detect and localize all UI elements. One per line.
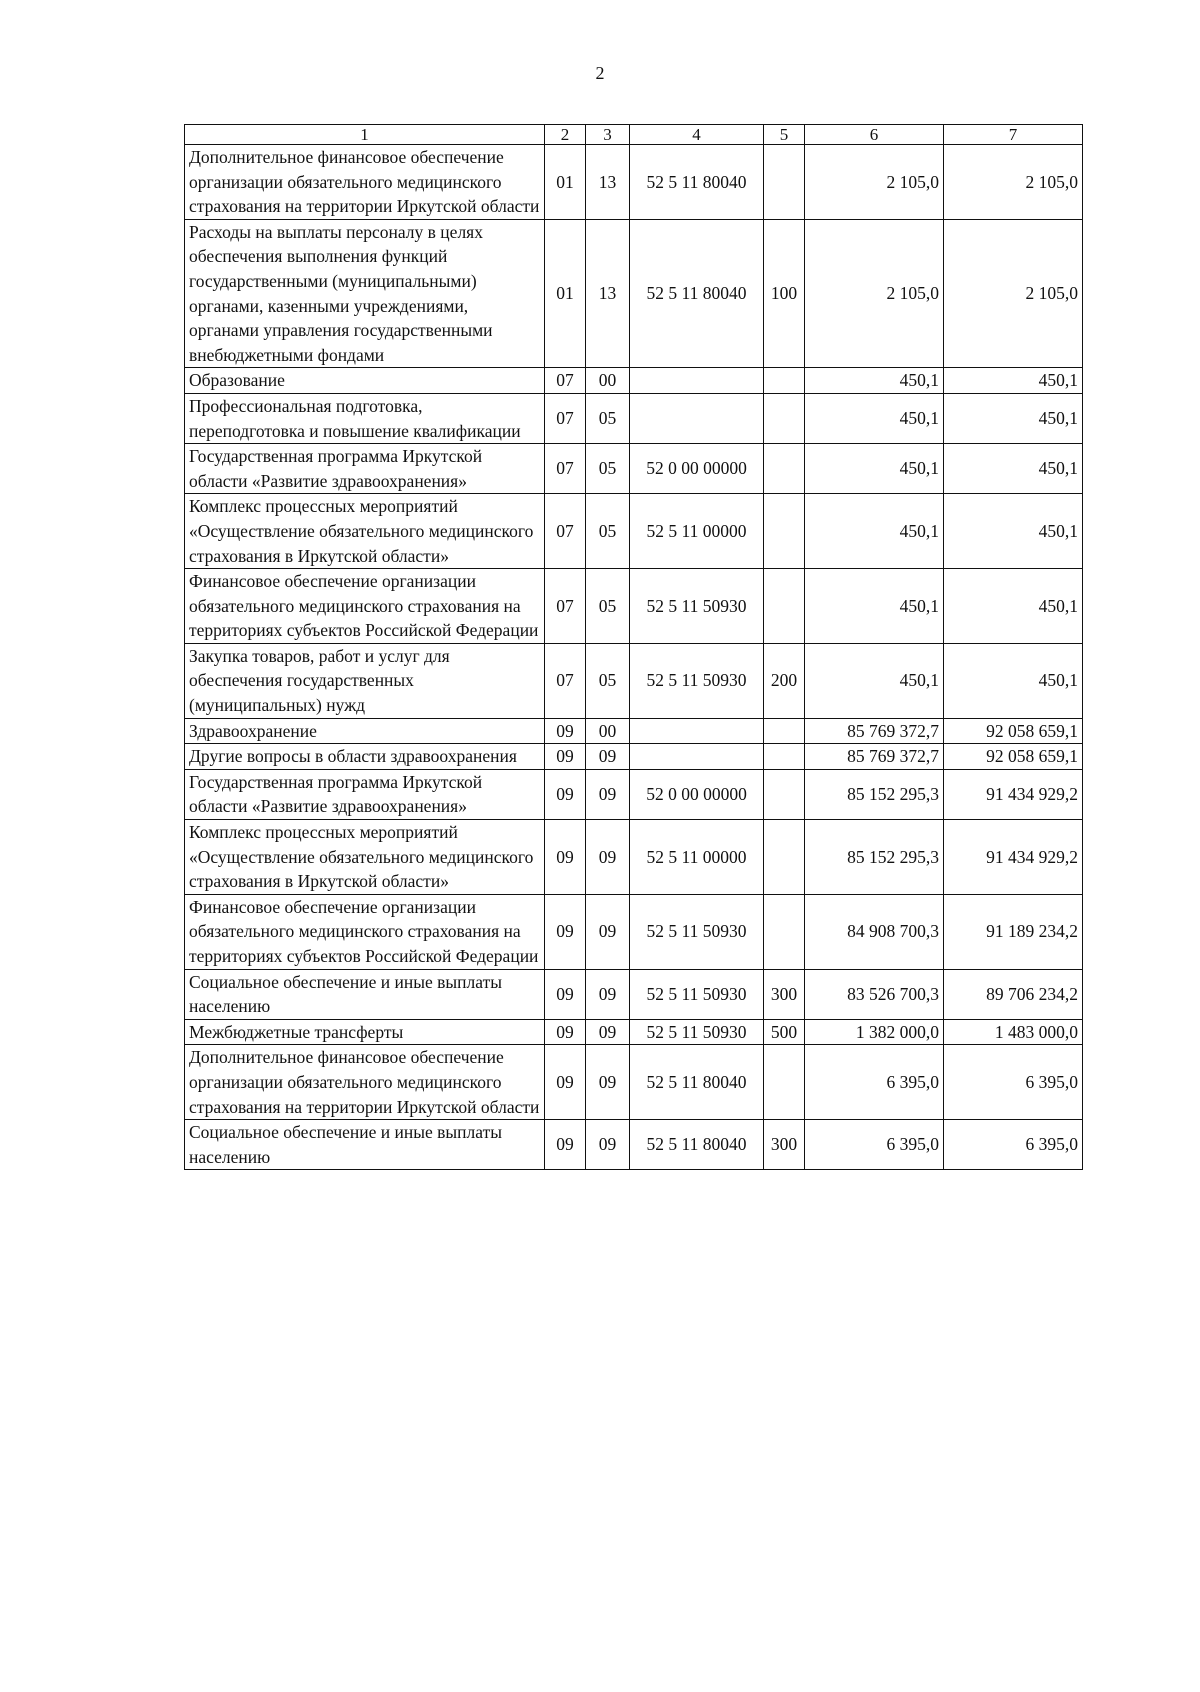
- expense-type-cell: [764, 769, 805, 819]
- subsection-code-cell: 05: [586, 643, 630, 718]
- target-article-cell: 52 5 11 00000: [630, 494, 764, 569]
- section-code-cell: 07: [545, 643, 586, 718]
- amount-year1-cell: 2 105,0: [805, 145, 944, 220]
- target-article-cell: 52 5 11 80040: [630, 219, 764, 368]
- expense-type-cell: 200: [764, 643, 805, 718]
- table-row: [185, 894, 1083, 969]
- subsection-code-cell: 09: [586, 1045, 630, 1120]
- expense-type-cell: [764, 718, 805, 744]
- table-row: [185, 1045, 1083, 1120]
- row-name-cell: Здравоохранение: [185, 718, 545, 744]
- expense-type-cell: 500: [764, 1019, 805, 1045]
- target-article-cell: [630, 718, 764, 744]
- amount-year2-cell: 2 105,0: [944, 219, 1083, 368]
- amount-year2-cell: 450,1: [944, 393, 1083, 443]
- section-code-cell: 07: [545, 494, 586, 569]
- row-name-cell: Комплекс процессных мероприятий «Осуществление обязательного медицинского страхования в Иркутской области»: [185, 820, 545, 895]
- amount-year1-cell: 85 769 372,7: [805, 744, 944, 770]
- expense-type-cell: [764, 744, 805, 770]
- subsection-code-cell: 09: [586, 820, 630, 895]
- table-row: [185, 744, 1083, 770]
- table-row: [185, 393, 1083, 443]
- column-number: 4: [630, 125, 764, 145]
- column-number: 3: [586, 125, 630, 145]
- budget-table: [184, 124, 1083, 1170]
- target-article-cell: 52 5 11 80040: [630, 1045, 764, 1120]
- table-row: [185, 769, 1083, 819]
- row-name-cell: Социальное обеспечение и иные выплаты населению: [185, 1120, 545, 1170]
- target-article-cell: [630, 368, 764, 394]
- section-code-cell: 09: [545, 718, 586, 744]
- section-code-cell: 07: [545, 393, 586, 443]
- column-number: 6: [805, 125, 944, 145]
- section-code-cell: 01: [545, 219, 586, 368]
- row-name-cell: Финансовое обеспечение организации обязательного медицинского страхования на территориях субъектов Российской Федерации: [185, 894, 545, 969]
- amount-year1-cell: 83 526 700,3: [805, 969, 944, 1019]
- row-name-cell: Социальное обеспечение и иные выплаты населению: [185, 969, 545, 1019]
- expense-type-cell: [764, 894, 805, 969]
- section-code-cell: 07: [545, 444, 586, 494]
- column-number-row: [185, 125, 1083, 145]
- subsection-code-cell: 00: [586, 718, 630, 744]
- table-row: [185, 1120, 1083, 1170]
- expense-type-cell: [764, 444, 805, 494]
- table-row: [185, 145, 1083, 220]
- section-code-cell: 09: [545, 744, 586, 770]
- row-name-cell: Межбюджетные трансферты: [185, 1019, 545, 1045]
- target-article-cell: 52 5 11 50930: [630, 969, 764, 1019]
- table-row: [185, 969, 1083, 1019]
- section-code-cell: 09: [545, 769, 586, 819]
- amount-year2-cell: 450,1: [944, 444, 1083, 494]
- target-article-cell: 52 5 11 50930: [630, 1019, 764, 1045]
- expense-type-cell: [764, 393, 805, 443]
- amount-year2-cell: 450,1: [944, 643, 1083, 718]
- target-article-cell: 52 5 11 50930: [630, 569, 764, 644]
- table-row: [185, 718, 1083, 744]
- amount-year2-cell: 2 105,0: [944, 145, 1083, 220]
- amount-year1-cell: 2 105,0: [805, 219, 944, 368]
- row-name-cell: Комплекс процессных мероприятий «Осуществление обязательного медицинского страхования в Иркутской области»: [185, 494, 545, 569]
- expense-type-cell: [764, 1045, 805, 1120]
- table-row: [185, 494, 1083, 569]
- target-article-cell: [630, 393, 764, 443]
- section-code-cell: 09: [545, 894, 586, 969]
- subsection-code-cell: 00: [586, 368, 630, 394]
- amount-year1-cell: 85 769 372,7: [805, 718, 944, 744]
- subsection-code-cell: 09: [586, 769, 630, 819]
- target-article-cell: 52 5 11 80040: [630, 145, 764, 220]
- target-article-cell: 52 0 00 00000: [630, 444, 764, 494]
- table-row: [185, 444, 1083, 494]
- subsection-code-cell: 05: [586, 393, 630, 443]
- row-name-cell: Дополнительное финансовое обеспечение организации обязательного медицинского страхования на территории Иркутской области: [185, 145, 545, 220]
- amount-year2-cell: 450,1: [944, 368, 1083, 394]
- expense-type-cell: [764, 569, 805, 644]
- target-article-cell: 52 5 11 50930: [630, 894, 764, 969]
- row-name-cell: Другие вопросы в области здравоохранения: [185, 744, 545, 770]
- amount-year2-cell: 91 434 929,2: [944, 769, 1083, 819]
- table-row: [185, 368, 1083, 394]
- section-code-cell: 09: [545, 1045, 586, 1120]
- column-number: 5: [764, 125, 805, 145]
- subsection-code-cell: 09: [586, 894, 630, 969]
- table-row: [185, 569, 1083, 644]
- table-row: [185, 219, 1083, 368]
- subsection-code-cell: 09: [586, 969, 630, 1019]
- subsection-code-cell: 13: [586, 219, 630, 368]
- subsection-code-cell: 09: [586, 1120, 630, 1170]
- section-code-cell: 01: [545, 145, 586, 220]
- amount-year1-cell: 450,1: [805, 569, 944, 644]
- amount-year2-cell: 92 058 659,1: [944, 718, 1083, 744]
- amount-year1-cell: 450,1: [805, 393, 944, 443]
- amount-year1-cell: 85 152 295,3: [805, 769, 944, 819]
- table-row: [185, 1019, 1083, 1045]
- amount-year1-cell: 450,1: [805, 444, 944, 494]
- column-number: 7: [944, 125, 1083, 145]
- amount-year2-cell: 450,1: [944, 494, 1083, 569]
- section-code-cell: 09: [545, 1120, 586, 1170]
- subsection-code-cell: 09: [586, 1019, 630, 1045]
- row-name-cell: Расходы на выплаты персоналу в целях обеспечения выполнения функций государственными (муниципальными) органами, казенными учреждениями, органами управления государственными внебюджетными фондами: [185, 219, 545, 368]
- section-code-cell: 09: [545, 1019, 586, 1045]
- section-code-cell: 07: [545, 368, 586, 394]
- amount-year2-cell: 6 395,0: [944, 1120, 1083, 1170]
- subsection-code-cell: 13: [586, 145, 630, 220]
- amount-year2-cell: 6 395,0: [944, 1045, 1083, 1120]
- section-code-cell: 09: [545, 820, 586, 895]
- target-article-cell: 52 0 00 00000: [630, 769, 764, 819]
- page-number: 2: [595, 63, 605, 83]
- expense-type-cell: [764, 368, 805, 394]
- budget-table-body: [185, 125, 1083, 1170]
- amount-year1-cell: 450,1: [805, 494, 944, 569]
- row-name-cell: Государственная программа Иркутской области «Развитие здравоохранения»: [185, 769, 545, 819]
- expense-type-cell: 100: [764, 219, 805, 368]
- section-code-cell: 07: [545, 569, 586, 644]
- subsection-code-cell: 09: [586, 744, 630, 770]
- amount-year1-cell: 450,1: [805, 643, 944, 718]
- target-article-cell: 52 5 11 50930: [630, 643, 764, 718]
- amount-year2-cell: 91 189 234,2: [944, 894, 1083, 969]
- target-article-cell: 52 5 11 80040: [630, 1120, 764, 1170]
- row-name-cell: Образование: [185, 368, 545, 394]
- expense-type-cell: [764, 145, 805, 220]
- subsection-code-cell: 05: [586, 444, 630, 494]
- amount-year2-cell: 91 434 929,2: [944, 820, 1083, 895]
- row-name-cell: Профессиональная подготовка, переподготовка и повышение квалификации: [185, 393, 545, 443]
- column-number: 2: [545, 125, 586, 145]
- table-row: [185, 643, 1083, 718]
- subsection-code-cell: 05: [586, 569, 630, 644]
- amount-year2-cell: 89 706 234,2: [944, 969, 1083, 1019]
- expense-type-cell: 300: [764, 1120, 805, 1170]
- row-name-cell: Закупка товаров, работ и услуг для обеспечения государственных (муниципальных) нужд: [185, 643, 545, 718]
- amount-year1-cell: 84 908 700,3: [805, 894, 944, 969]
- amount-year1-cell: 6 395,0: [805, 1120, 944, 1170]
- table-row: [185, 820, 1083, 895]
- amount-year2-cell: 1 483 000,0: [944, 1019, 1083, 1045]
- section-code-cell: 09: [545, 969, 586, 1019]
- amount-year2-cell: 92 058 659,1: [944, 744, 1083, 770]
- target-article-cell: [630, 744, 764, 770]
- column-number: 1: [185, 125, 545, 145]
- expense-type-cell: [764, 494, 805, 569]
- expense-type-cell: 300: [764, 969, 805, 1019]
- amount-year1-cell: 450,1: [805, 368, 944, 394]
- row-name-cell: Финансовое обеспечение организации обязательного медицинского страхования на территориях субъектов Российской Федерации: [185, 569, 545, 644]
- amount-year2-cell: 450,1: [944, 569, 1083, 644]
- expense-type-cell: [764, 820, 805, 895]
- target-article-cell: 52 5 11 00000: [630, 820, 764, 895]
- amount-year1-cell: 6 395,0: [805, 1045, 944, 1120]
- subsection-code-cell: 05: [586, 494, 630, 569]
- amount-year1-cell: 85 152 295,3: [805, 820, 944, 895]
- row-name-cell: Дополнительное финансовое обеспечение организации обязательного медицинского страхования на территории Иркутской области: [185, 1045, 545, 1120]
- amount-year1-cell: 1 382 000,0: [805, 1019, 944, 1045]
- row-name-cell: Государственная программа Иркутской области «Развитие здравоохранения»: [185, 444, 545, 494]
